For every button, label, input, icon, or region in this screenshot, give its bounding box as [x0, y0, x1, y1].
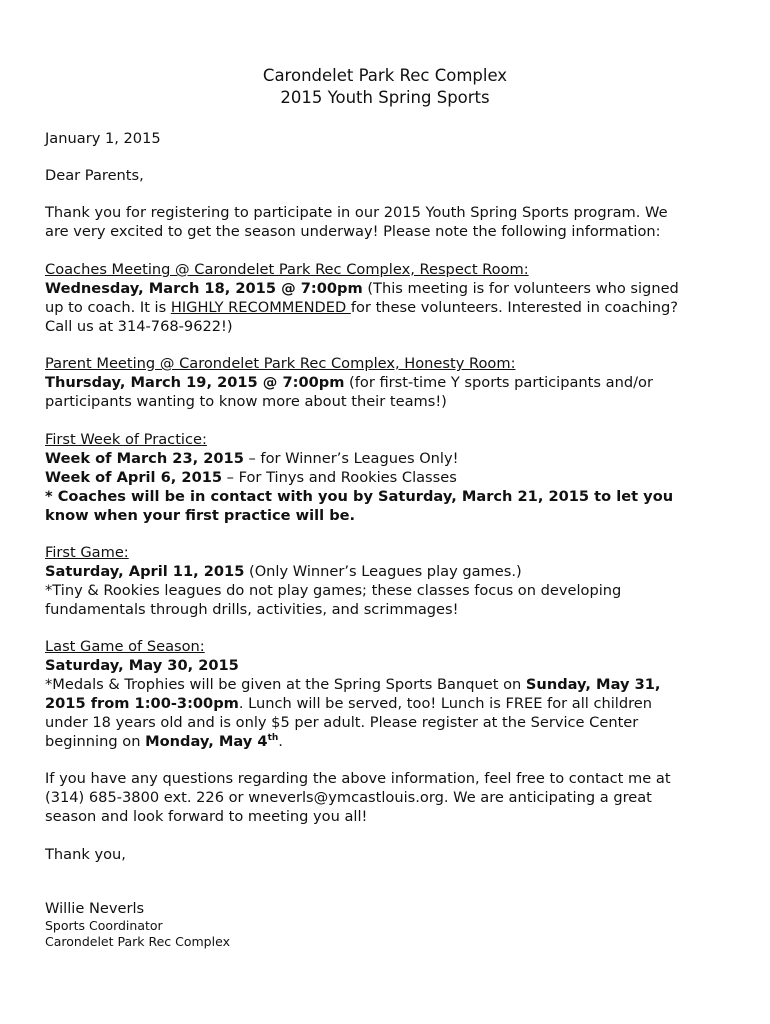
first-game-text: *Tiny & Rookies leagues do not play games; these classes focus on developing	[45, 582, 622, 599]
parent-meeting-heading: Parent Meeting @ Carondelet Park Rec Complex, Honesty Room:	[45, 355, 516, 372]
signature-name: Willie Neverls	[45, 900, 145, 917]
closing-thanks: Thank you,	[45, 846, 126, 863]
parent-meeting-text: (for first-time Y sports participants and/or	[344, 374, 653, 391]
letter-greeting: Dear Parents,	[45, 167, 144, 184]
registration-text: beginning on	[45, 733, 146, 750]
coaches-meeting-datetime: Wednesday, March 18, 2015 @ 7:00pm	[45, 280, 363, 297]
closing-line: If you have any questions regarding the above information, feel free to contact me at	[45, 770, 671, 787]
coaches-meeting-text: up to coach. It is	[45, 299, 171, 316]
coaches-meeting-text: (This meeting is for volunteers who signed	[362, 280, 679, 297]
header-organization: Carondelet Park Rec Complex	[262, 66, 508, 85]
highly-recommended-text: HIGHLY RECOMMENDED	[170, 299, 351, 316]
parent-meeting-text: participants wanting to know more about their teams!)	[45, 393, 447, 410]
registration-text: .	[278, 733, 283, 750]
practice-heading: First Week of Practice:	[45, 431, 207, 448]
first-game-section	[45, 543, 735, 619]
closing-paragraph	[45, 769, 735, 826]
signature-block	[45, 899, 735, 950]
practice-week-winners: Week of March 23, 2015	[45, 450, 244, 467]
coaches-meeting-section	[45, 260, 735, 336]
practice-section	[45, 430, 735, 525]
closing-line: (314) 685-3800 ext. 226 or wneverls@ymcastlouis.org. We are anticipating a great	[45, 789, 652, 806]
first-game-date: Saturday, April 11, 2015	[45, 563, 245, 580]
intro-line: are very excited to get the season underway! Please note the following information:	[45, 223, 661, 240]
signature-title: Sports Coordinator	[45, 918, 163, 933]
last-game-date: Saturday, May 30, 2015	[45, 657, 239, 674]
last-game-section	[45, 637, 735, 751]
intro-paragraph	[45, 203, 735, 241]
intro-line: Thank you for registering to participate in our 2015 Youth Spring Sports program. We	[45, 204, 668, 221]
first-game-text: (Only Winner’s Leagues play games.)	[244, 563, 522, 580]
header-program: 2015 Youth Spring Sports	[280, 88, 490, 107]
practice-week-text: – for Winner’s Leagues Only!	[243, 450, 459, 467]
parent-meeting-section	[45, 354, 735, 411]
signature-organization: Carondelet Park Rec Complex	[45, 934, 230, 949]
practice-week-text: – For Tinys and Rookies Classes	[222, 469, 457, 486]
registration-date: Monday, May 4	[145, 733, 268, 750]
letter-header	[0, 65, 770, 109]
practice-contact-note: * Coaches will be in contact with you by Saturday, March 21, 2015 to let you	[45, 488, 674, 505]
practice-week-tinys: Week of April 6, 2015	[45, 469, 223, 486]
closing-line: season and look forward to meeting you all!	[45, 808, 368, 825]
banquet-date: Sunday, May 31,	[525, 676, 661, 693]
first-game-heading: First Game:	[45, 544, 129, 561]
first-game-text: fundamentals through drills, activities, and scrimmages!	[45, 601, 459, 618]
banquet-text: *Medals & Trophies will be given at the Spring Sports Banquet on	[45, 676, 526, 693]
registration-date-suffix: th	[267, 733, 279, 744]
banquet-text: . Lunch will be served, too! Lunch is FREE for all children	[238, 695, 653, 712]
banquet-time: 2015 from 1:00-3:00pm	[45, 695, 239, 712]
last-game-heading: Last Game of Season:	[45, 638, 205, 655]
coaches-meeting-text: for these volunteers. Interested in coaching?	[350, 299, 678, 316]
parent-meeting-datetime: Thursday, March 19, 2015 @ 7:00pm	[45, 374, 345, 391]
coaches-meeting-heading: Coaches Meeting @ Carondelet Park Rec Complex, Respect Room:	[45, 261, 529, 278]
practice-contact-note: know when your first practice will be.	[45, 507, 356, 524]
letter-date: January 1, 2015	[45, 130, 161, 147]
coaches-contact-text: Call us at 314-768-9622!)	[45, 318, 233, 335]
banquet-text: under 18 years old and is only $5 per adult. Please register at the Service Center	[45, 714, 639, 731]
